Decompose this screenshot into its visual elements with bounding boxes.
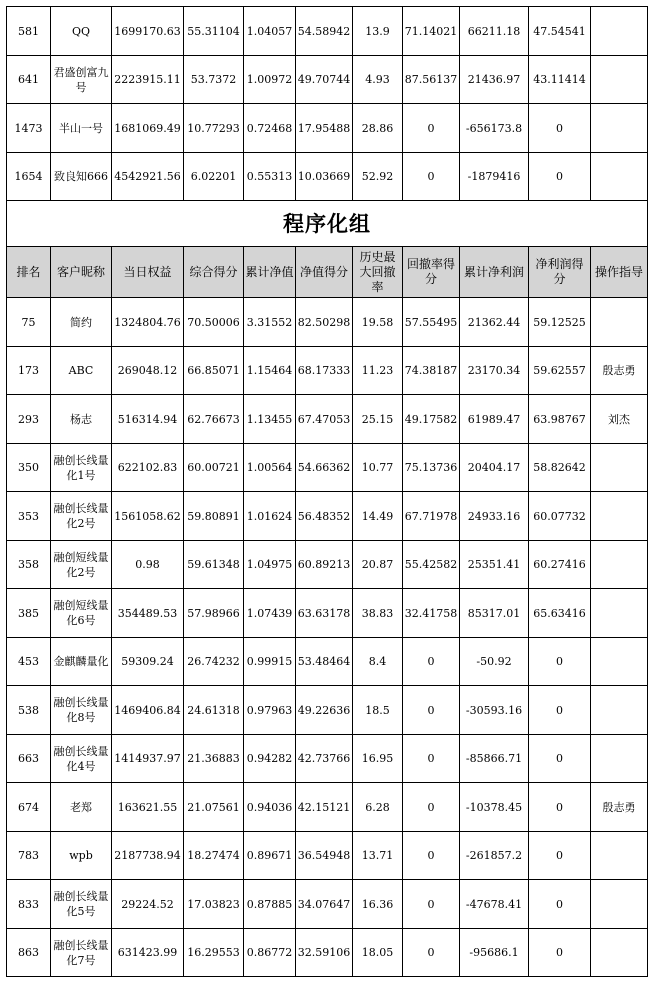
drawdown-score-cell: 32.41758 (403, 589, 460, 638)
equity-cell: 59309.24 (112, 638, 184, 686)
guide-cell: 殷志勇 (591, 783, 648, 832)
rank-cell: 293 (7, 395, 51, 444)
equity-cell: 269048.12 (112, 347, 184, 395)
drawdown-score-cell: 0 (403, 153, 460, 201)
max-drawdown-cell: 13.9 (353, 7, 403, 56)
name-cell: 融创长线量化7号 (51, 929, 112, 977)
nav-score-cell: 82.50298 (296, 298, 353, 347)
name-cell: 融创长线量化5号 (51, 880, 112, 929)
score-cell: 55.31104 (184, 7, 244, 56)
nav-cell: 0.99915 (244, 638, 296, 686)
score-cell: 16.29553 (184, 929, 244, 977)
max-drawdown-cell: 13.71 (353, 832, 403, 880)
net-profit-cell: 24933.16 (460, 492, 529, 541)
rank-cell: 453 (7, 638, 51, 686)
rank-cell: 674 (7, 783, 51, 832)
nav-cell: 0.87885 (244, 880, 296, 929)
header-net-profit: 累计净利润 (460, 247, 529, 298)
header-nav-score: 净值得分 (296, 247, 353, 298)
max-drawdown-cell: 18.5 (353, 686, 403, 735)
profit-score-cell: 59.12525 (529, 298, 591, 347)
equity-cell: 29224.52 (112, 880, 184, 929)
drawdown-score-cell: 49.17582 (403, 395, 460, 444)
equity-cell: 2187738.94 (112, 832, 184, 880)
nav-cell: 1.00972 (244, 56, 296, 104)
score-cell: 59.80891 (184, 492, 244, 541)
guide-cell (591, 589, 648, 638)
header-guide: 操作指导 (591, 247, 648, 298)
guide-cell (591, 104, 648, 153)
rank-cell: 1473 (7, 104, 51, 153)
score-cell: 62.76673 (184, 395, 244, 444)
table-row (7, 541, 648, 589)
table-row (7, 735, 648, 783)
nav-score-cell: 49.70744 (296, 56, 353, 104)
name-cell: 融创短线量化6号 (51, 589, 112, 638)
section-title-row (7, 201, 648, 247)
score-cell: 6.02201 (184, 153, 244, 201)
guide-cell (591, 880, 648, 929)
guide-cell (591, 686, 648, 735)
ranking-table (6, 6, 648, 977)
guide-cell (591, 444, 648, 492)
guide-cell (591, 541, 648, 589)
net-profit-cell: 66211.18 (460, 7, 529, 56)
guide-cell (591, 735, 648, 783)
net-profit-cell: -261857.2 (460, 832, 529, 880)
guide-cell: 殷志勇 (591, 347, 648, 395)
rank-cell: 783 (7, 832, 51, 880)
profit-score-cell: 0 (529, 686, 591, 735)
net-profit-cell: -10378.45 (460, 783, 529, 832)
nav-score-cell: 34.07647 (296, 880, 353, 929)
profit-score-cell: 0 (529, 832, 591, 880)
nav-score-cell: 17.95488 (296, 104, 353, 153)
profit-score-cell: 43.11414 (529, 56, 591, 104)
drawdown-score-cell: 0 (403, 929, 460, 977)
nav-cell: 1.07439 (244, 589, 296, 638)
section-title: 程序化组 (7, 201, 648, 247)
rank-cell: 353 (7, 492, 51, 541)
name-cell: 融创长线量化2号 (51, 492, 112, 541)
score-cell: 53.7372 (184, 56, 244, 104)
equity-cell: 4542921.56 (112, 153, 184, 201)
net-profit-cell: -656173.8 (460, 104, 529, 153)
equity-cell: 516314.94 (112, 395, 184, 444)
max-drawdown-cell: 6.28 (353, 783, 403, 832)
nav-cell: 0.86772 (244, 929, 296, 977)
guide-cell (591, 56, 648, 104)
header-rank: 排名 (7, 247, 51, 298)
nav-score-cell: 42.73766 (296, 735, 353, 783)
rank-cell: 173 (7, 347, 51, 395)
name-cell: 融创短线量化2号 (51, 541, 112, 589)
nav-cell: 0.55313 (244, 153, 296, 201)
header-max-drawdown: 历史最大回撤率 (353, 247, 403, 298)
nav-cell: 0.94282 (244, 735, 296, 783)
header-name: 客户昵称 (51, 247, 112, 298)
max-drawdown-cell: 25.15 (353, 395, 403, 444)
nav-score-cell: 54.66362 (296, 444, 353, 492)
max-drawdown-cell: 11.23 (353, 347, 403, 395)
nav-score-cell: 53.48464 (296, 638, 353, 686)
guide-cell: 刘杰 (591, 395, 648, 444)
drawdown-score-cell: 0 (403, 104, 460, 153)
score-cell: 24.61318 (184, 686, 244, 735)
drawdown-score-cell: 0 (403, 735, 460, 783)
nav-cell: 0.89671 (244, 832, 296, 880)
nav-cell: 1.04975 (244, 541, 296, 589)
header-nav: 累计净值 (244, 247, 296, 298)
score-cell: 66.85071 (184, 347, 244, 395)
guide-cell (591, 153, 648, 201)
nav-cell: 3.31552 (244, 298, 296, 347)
table-row (7, 880, 648, 929)
rank-cell: 358 (7, 541, 51, 589)
name-cell: ABC (51, 347, 112, 395)
max-drawdown-cell: 16.95 (353, 735, 403, 783)
nav-cell: 1.13455 (244, 395, 296, 444)
table-row (7, 686, 648, 735)
name-cell: 老郑 (51, 783, 112, 832)
score-cell: 17.03823 (184, 880, 244, 929)
rank-cell: 75 (7, 298, 51, 347)
drawdown-score-cell: 0 (403, 880, 460, 929)
table-row (7, 783, 648, 832)
header-row (7, 247, 648, 298)
nav-cell: 1.15464 (244, 347, 296, 395)
rank-cell: 581 (7, 7, 51, 56)
score-cell: 21.36883 (184, 735, 244, 783)
name-cell: 简约 (51, 298, 112, 347)
guide-cell (591, 298, 648, 347)
max-drawdown-cell: 4.93 (353, 56, 403, 104)
net-profit-cell: -85866.71 (460, 735, 529, 783)
max-drawdown-cell: 19.58 (353, 298, 403, 347)
max-drawdown-cell: 10.77 (353, 444, 403, 492)
name-cell: QQ (51, 7, 112, 56)
table-row (7, 638, 648, 686)
nav-score-cell: 10.03669 (296, 153, 353, 201)
profit-score-cell: 65.63416 (529, 589, 591, 638)
net-profit-cell: -95686.1 (460, 929, 529, 977)
guide-cell (591, 929, 648, 977)
table-row (7, 492, 648, 541)
guide-cell (591, 832, 648, 880)
drawdown-score-cell: 55.42582 (403, 541, 460, 589)
rank-cell: 538 (7, 686, 51, 735)
drawdown-score-cell: 71.14021 (403, 7, 460, 56)
name-cell: 融创长线量化8号 (51, 686, 112, 735)
header-score: 综合得分 (184, 247, 244, 298)
profit-score-cell: 59.62557 (529, 347, 591, 395)
drawdown-score-cell: 0 (403, 638, 460, 686)
name-cell: wpb (51, 832, 112, 880)
nav-score-cell: 42.15121 (296, 783, 353, 832)
score-cell: 18.27474 (184, 832, 244, 880)
net-profit-cell: -30593.16 (460, 686, 529, 735)
equity-cell: 1324804.76 (112, 298, 184, 347)
nav-score-cell: 54.58942 (296, 7, 353, 56)
guide-cell (591, 492, 648, 541)
name-cell: 金麒麟量化 (51, 638, 112, 686)
net-profit-cell: -47678.41 (460, 880, 529, 929)
max-drawdown-cell: 8.4 (353, 638, 403, 686)
score-cell: 57.98966 (184, 589, 244, 638)
name-cell: 融创长线量化1号 (51, 444, 112, 492)
drawdown-score-cell: 0 (403, 832, 460, 880)
profit-score-cell: 0 (529, 929, 591, 977)
nav-cell: 1.01624 (244, 492, 296, 541)
drawdown-score-cell: 0 (403, 783, 460, 832)
profit-score-cell: 0 (529, 638, 591, 686)
score-cell: 60.00721 (184, 444, 244, 492)
table-row (7, 444, 648, 492)
equity-cell: 1561058.62 (112, 492, 184, 541)
equity-cell: 1699170.63 (112, 7, 184, 56)
net-profit-cell: -1879416 (460, 153, 529, 201)
net-profit-cell: 21436.97 (460, 56, 529, 104)
equity-cell: 1681069.49 (112, 104, 184, 153)
score-cell: 21.07561 (184, 783, 244, 832)
nav-score-cell: 32.59106 (296, 929, 353, 977)
nav-cell: 0.94036 (244, 783, 296, 832)
profit-score-cell: 0 (529, 880, 591, 929)
net-profit-cell: 23170.34 (460, 347, 529, 395)
name-cell: 君盛创富九号 (51, 56, 112, 104)
drawdown-score-cell: 0 (403, 686, 460, 735)
rank-cell: 833 (7, 880, 51, 929)
score-cell: 26.74232 (184, 638, 244, 686)
equity-cell: 631423.99 (112, 929, 184, 977)
max-drawdown-cell: 20.87 (353, 541, 403, 589)
profit-score-cell: 60.07732 (529, 492, 591, 541)
score-cell: 10.77293 (184, 104, 244, 153)
max-drawdown-cell: 18.05 (353, 929, 403, 977)
table-row (7, 589, 648, 638)
profit-score-cell: 0 (529, 783, 591, 832)
profit-score-cell: 0 (529, 153, 591, 201)
nav-score-cell: 56.48352 (296, 492, 353, 541)
equity-cell: 1469406.84 (112, 686, 184, 735)
equity-cell: 2223915.11 (112, 56, 184, 104)
score-cell: 70.50006 (184, 298, 244, 347)
equity-cell: 163621.55 (112, 783, 184, 832)
rank-cell: 350 (7, 444, 51, 492)
table-row (7, 395, 648, 444)
equity-cell: 0.98 (112, 541, 184, 589)
net-profit-cell: 61989.47 (460, 395, 529, 444)
table-row (7, 929, 648, 977)
profit-score-cell: 0 (529, 735, 591, 783)
nav-score-cell: 36.54948 (296, 832, 353, 880)
rank-cell: 641 (7, 56, 51, 104)
net-profit-cell: -50.92 (460, 638, 529, 686)
guide-cell (591, 638, 648, 686)
rank-cell: 663 (7, 735, 51, 783)
equity-cell: 1414937.97 (112, 735, 184, 783)
profit-score-cell: 63.98767 (529, 395, 591, 444)
nav-score-cell: 68.17333 (296, 347, 353, 395)
header-drawdown-score: 回撤率得分 (403, 247, 460, 298)
nav-cell: 0.72468 (244, 104, 296, 153)
score-cell: 59.61348 (184, 541, 244, 589)
profit-score-cell: 58.82642 (529, 444, 591, 492)
name-cell: 半山一号 (51, 104, 112, 153)
name-cell: 致良知666 (51, 153, 112, 201)
nav-cell: 0.97963 (244, 686, 296, 735)
program-group-body (7, 298, 648, 977)
table-row (7, 298, 648, 347)
max-drawdown-cell: 28.86 (353, 104, 403, 153)
nav-score-cell: 60.89213 (296, 541, 353, 589)
rank-cell: 1654 (7, 153, 51, 201)
nav-cell: 1.00564 (244, 444, 296, 492)
name-cell: 杨志 (51, 395, 112, 444)
header-equity: 当日权益 (112, 247, 184, 298)
table-row (7, 7, 648, 56)
profit-score-cell: 0 (529, 104, 591, 153)
nav-score-cell: 67.47053 (296, 395, 353, 444)
max-drawdown-cell: 16.36 (353, 880, 403, 929)
table-row (7, 104, 648, 153)
net-profit-cell: 20404.17 (460, 444, 529, 492)
max-drawdown-cell: 52.92 (353, 153, 403, 201)
profit-score-cell: 60.27416 (529, 541, 591, 589)
profit-score-cell: 47.54541 (529, 7, 591, 56)
top-rows-body (7, 7, 648, 201)
drawdown-score-cell: 57.55495 (403, 298, 460, 347)
guide-cell (591, 7, 648, 56)
nav-cell: 1.04057 (244, 7, 296, 56)
drawdown-score-cell: 87.56137 (403, 56, 460, 104)
rank-cell: 385 (7, 589, 51, 638)
max-drawdown-cell: 14.49 (353, 492, 403, 541)
rank-cell: 863 (7, 929, 51, 977)
table-row (7, 347, 648, 395)
max-drawdown-cell: 38.83 (353, 589, 403, 638)
nav-score-cell: 63.63178 (296, 589, 353, 638)
equity-cell: 354489.53 (112, 589, 184, 638)
net-profit-cell: 85317.01 (460, 589, 529, 638)
header-profit-score: 净利润得分 (529, 247, 591, 298)
table-row (7, 153, 648, 201)
name-cell: 融创长线量化4号 (51, 735, 112, 783)
table-row (7, 56, 648, 104)
nav-score-cell: 49.22636 (296, 686, 353, 735)
drawdown-score-cell: 75.13736 (403, 444, 460, 492)
drawdown-score-cell: 74.38187 (403, 347, 460, 395)
drawdown-score-cell: 67.71978 (403, 492, 460, 541)
equity-cell: 622102.83 (112, 444, 184, 492)
table-row (7, 832, 648, 880)
net-profit-cell: 21362.44 (460, 298, 529, 347)
net-profit-cell: 25351.41 (460, 541, 529, 589)
